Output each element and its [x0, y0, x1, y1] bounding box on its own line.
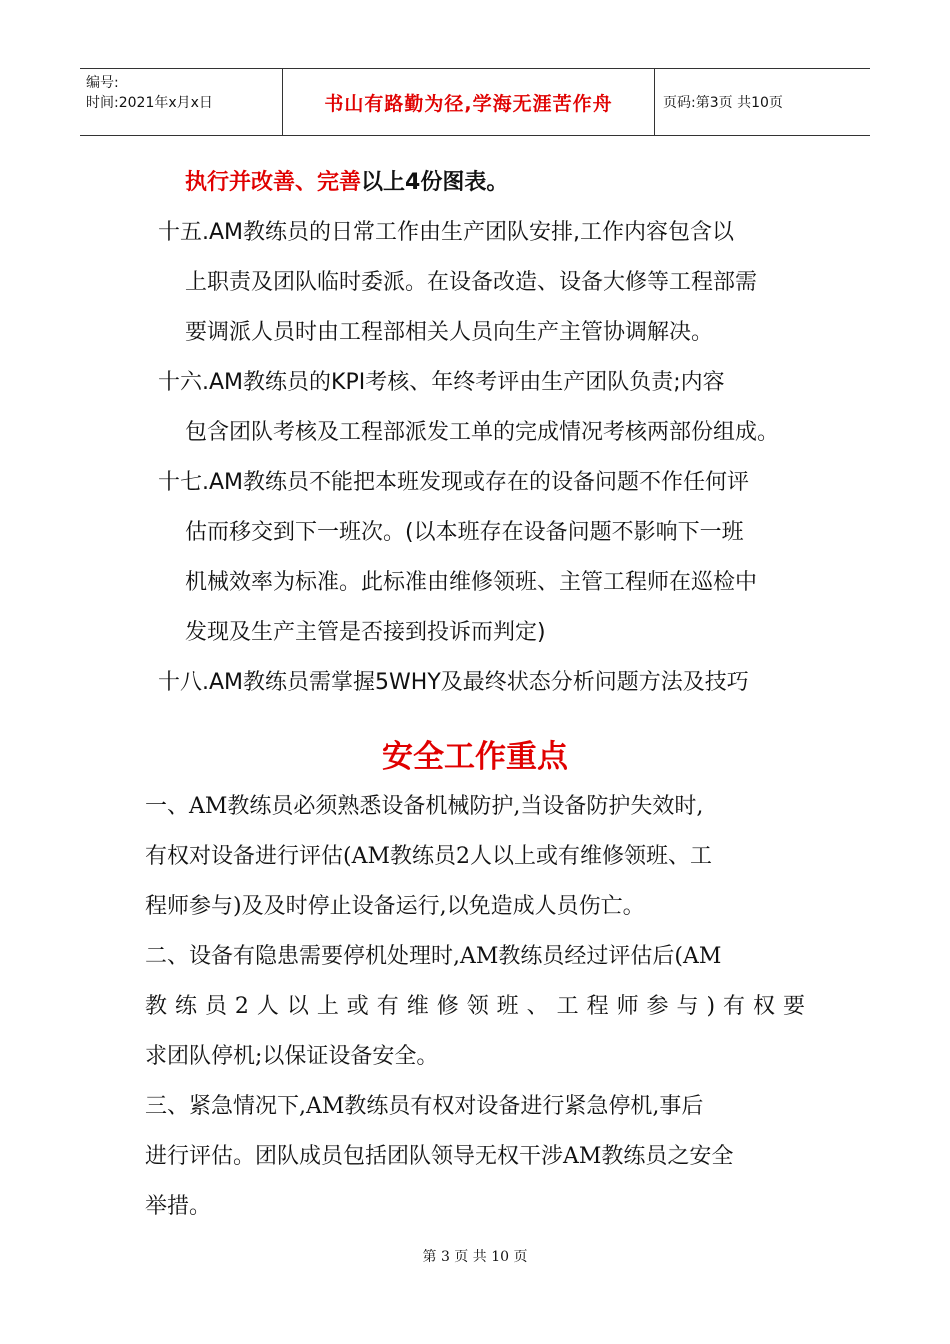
page-header — [80, 68, 870, 136]
safety-item-1-line-2: 有权对设备进行评估(AM教练员2人以上或有维修领班、工 — [145, 844, 712, 869]
clause-17-line-2: 估而移交到下一班次。(以本班存在设备问题不影响下一班 — [185, 520, 744, 545]
header-page-info: 页码:第3页 共10页 — [663, 95, 783, 111]
clause-15-line-1: 十五.AM教练员的日常工作由生产团队安排,工作内容包含以 — [158, 220, 735, 245]
header-meta — [80, 69, 282, 135]
safety-item-1-line-1: 一、AM教练员必须熟悉设备机械防护,当设备防护失效时, — [145, 794, 704, 819]
safety-item-3-line-3: 举措。 — [145, 1194, 212, 1219]
safety-item-3-line-1: 三、紧急情况下,AM教练员有权对设备进行紧急停机,事后 — [145, 1094, 704, 1119]
safety-item-2-line-2: 教练员2人以上或有维修领班、工程师参与)有权要 — [145, 994, 805, 1019]
page-footer: 第 3 页 共 10 页 — [422, 1249, 528, 1265]
section-title: 安全工作重点 — [382, 739, 568, 775]
clause-15-line-3: 要调派人员时由工程部相关人员向生产主管协调解决。 — [185, 320, 714, 345]
clause-16-line-1: 十六.AM教练员的KPI考核、年终考评由生产团队负责;内容 — [158, 370, 725, 395]
safety-item-2-line-3: 求团队停机;以保证设备安全。 — [145, 1044, 439, 1069]
clause-18-line-1: 十八.AM教练员需掌握5WHY及最终状态分析问题方法及技巧 — [158, 670, 749, 695]
safety-item-3-line-2: 进行评估。团队成员包括团队领导无权干涉AM教练员之安全 — [145, 1144, 734, 1169]
clause-15-line-2: 上职责及团队临时委派。在设备改造、设备大修等工程部需 — [185, 270, 758, 295]
paragraph-line — [185, 158, 508, 208]
clause-16-line-2: 包含团队考核及工程部派发工单的完成情况考核两部份组成。 — [185, 420, 780, 445]
safety-item-1-line-3: 程师参与)及及时停止设备运行,以免造成人员伤亡。 — [145, 894, 645, 919]
header-motto: 书山有路勤为径,学海无涯苦作舟 — [282, 69, 655, 135]
clause-17-line-1: 十七.AM教练员不能把本班发现或存在的设备问题不作任何评 — [158, 470, 750, 495]
clause-17-line-4: 发现及生产主管是否接到投诉而判定) — [185, 620, 546, 645]
clause-17-line-3: 机械效率为标准。此标准由维修领班、主管工程师在巡检中 — [185, 570, 758, 595]
document-time-label: 时间:2021年x月x日 — [86, 95, 213, 111]
body-text: 以上4份图表。 — [361, 170, 509, 195]
document-number-label: 编号: — [86, 75, 119, 91]
highlight-text: 执行并改善、完善 — [185, 170, 362, 195]
safety-item-2-line-1: 二、设备有隐患需要停机处理时,AM教练员经过评估后(AM — [145, 944, 722, 969]
